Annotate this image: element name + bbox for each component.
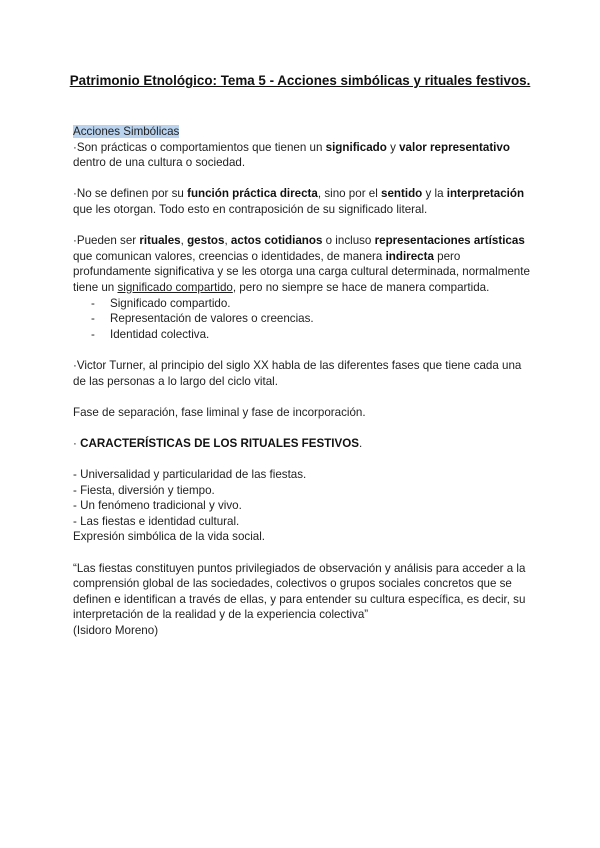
highlighted-heading: Acciones Simbólicas: [73, 125, 180, 138]
quote-text: “Las fiestas constituyen puntos privilegiados de observación y análisis para acceder a la comprensión global de las sociedades, colectivos o grupos sociales concretos que se definen e identifican a través de ellas, y para entender su cultura específica, es decir, su interpretación de la realidad y de la experiencia colectiva”: [73, 561, 526, 622]
list-item: - Significado compartido.: [91, 296, 533, 312]
paragraph-definition: ·Son prácticas o comportamientos que tienen un significado y valor representativo dentro de una cultura o sociedad.: [73, 140, 510, 170]
list-item: - Fiesta, diversión y tiempo.: [73, 483, 215, 497]
section-heading-rituals: · CARACTERÍSTICAS DE LOS RITUALES FESTIVOS.: [73, 436, 363, 450]
paragraph-phases: Fase de separación, fase liminal y fase de incorporación.: [73, 405, 366, 419]
paragraph-turner: ·Victor Turner, al principio del siglo XX habla de las diferentes fases que tiene cada una de las personas a lo largo del ciclo vital.: [73, 358, 522, 388]
list-item: - Identidad colectiva.: [91, 327, 533, 343]
paragraph-expression: Expresión simbólica de la vida social.: [73, 530, 266, 544]
characteristics-list: [73, 296, 533, 343]
quote-author: (Isidoro Moreno): [73, 624, 159, 637]
paragraph-forms: ·Pueden ser rituales, gestos, actos cotidianos o incluso representaciones artísticas que comunican valores, creencias o identidades, de manera indirecta pero profundamente significativa y se les otorga una carga cultural determinada, normalmente tiene un significado compartido, pero no siempre se hace de manera compartida.: [73, 234, 530, 294]
document-body: [73, 124, 533, 639]
list-item: - Representación de valores o creencias.: [91, 311, 533, 327]
list-item: - Un fenómeno tradicional y vivo.: [73, 499, 242, 513]
paragraph-function: ·No se definen por su función práctica directa, sino por el sentido y la interpretación que les otorgan. Todo esto en contraposición de su significado literal.: [73, 187, 525, 216]
section-heading: [73, 124, 533, 140]
list-item: - Las fiestas e identidad cultural.: [73, 514, 240, 528]
list-item: - Universalidad y particularidad de las fiestas.: [73, 468, 307, 482]
document-title: Patrimonio Etnológico: Tema 5 - Acciones simbólicas y rituales festivos.: [69, 73, 531, 88]
